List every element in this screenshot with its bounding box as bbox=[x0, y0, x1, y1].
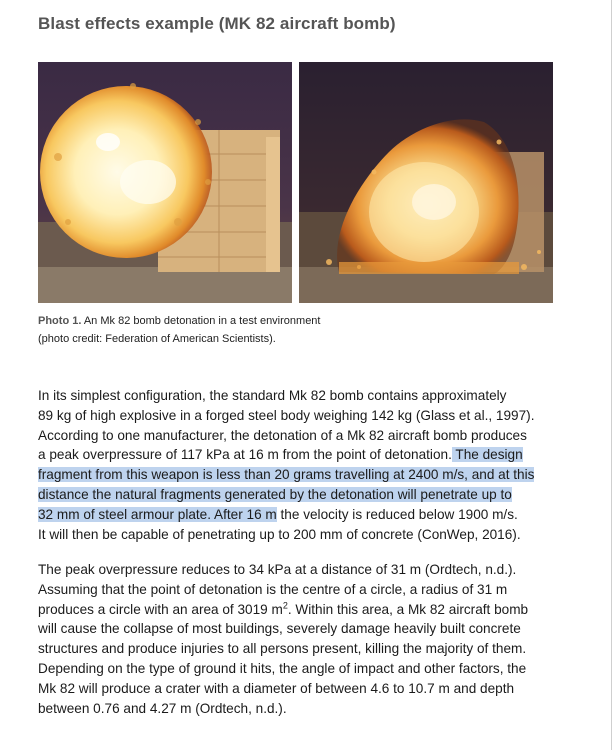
text-line: In its simplest configuration, the standard Mk 82 bomb contains approximately bbox=[38, 388, 507, 403]
paragraph-1 bbox=[38, 386, 558, 544]
explosion-photo-right bbox=[299, 62, 553, 303]
explosion-photo-late bbox=[299, 62, 553, 303]
text-segment: the velocity is reduced below 1900 m/s. bbox=[276, 506, 518, 522]
text-line bbox=[38, 505, 558, 525]
explosion-photo-early bbox=[38, 62, 292, 303]
text-line: It will then be capable of penetrating up to 200 mm of concrete (ConWep, 2016). bbox=[38, 526, 521, 542]
text-line: Mk 82 will produce a crater with a diameter of between 4.6 to 10.7 m and depth bbox=[38, 680, 515, 696]
section-heading: Blast effects example (MK 82 aircraft bomb) bbox=[38, 14, 396, 33]
paragraph-2 bbox=[38, 560, 558, 718]
caption-text: An Mk 82 bomb detonation in a test environment bbox=[81, 315, 321, 327]
text-line: will cause the collapse of most buildings, severely damage heavily built concrete bbox=[38, 621, 521, 637]
photo-caption bbox=[38, 312, 320, 348]
text-line bbox=[38, 600, 558, 620]
text-line: between 0.76 and 4.27 m (Ordtech, n.d.). bbox=[38, 700, 287, 716]
text-line: Depending on the type of ground it hits, the angle of impact and other factors, the bbox=[38, 660, 527, 676]
text-line: structures and produce injuries to all persons present, killing the majority of them. bbox=[38, 641, 527, 657]
text-selection[interactable]: 32 mm of steel armour plate. After 16 m bbox=[38, 506, 277, 522]
explosion-photo-left bbox=[38, 62, 292, 303]
text-line bbox=[38, 445, 558, 465]
text-selection[interactable]: The design bbox=[451, 447, 523, 463]
text-line: The peak overpressure reduces to 34 kPa at a distance of 31 m (Ordtech, n.d.). bbox=[38, 562, 517, 577]
text-line bbox=[38, 465, 558, 485]
text-segment: a peak overpressure of 117 kPa at 16 m from the point of detonation. bbox=[38, 447, 452, 463]
text-line bbox=[38, 485, 558, 505]
text-line: According to one manufacturer, the detonation of a Mk 82 aircraft bomb produces bbox=[38, 427, 527, 443]
caption-label: Photo 1. bbox=[38, 315, 82, 327]
superscript: 2 bbox=[282, 600, 288, 611]
text-segment: produces a circle with an area of 3019 m bbox=[38, 601, 283, 617]
text-line: Assuming that the point of detonation is the centre of a circle, a radius of 31 m bbox=[38, 581, 508, 597]
text-selection[interactable]: distance the natural fragments generated by the detonation will penetrate up to bbox=[38, 486, 512, 502]
text-segment: . Within this area, a Mk 82 aircraft bomb bbox=[287, 601, 529, 617]
caption-credit: (photo credit: Federation of American Scientists). bbox=[38, 333, 276, 345]
text-line: 89 kg of high explosive in a forged steel body weighing 142 kg (Glass et al., 1997). bbox=[38, 407, 535, 423]
text-selection[interactable]: fragment from this weapon is less than 20 grams travelling at 2400 m/s, and at this bbox=[38, 467, 535, 483]
